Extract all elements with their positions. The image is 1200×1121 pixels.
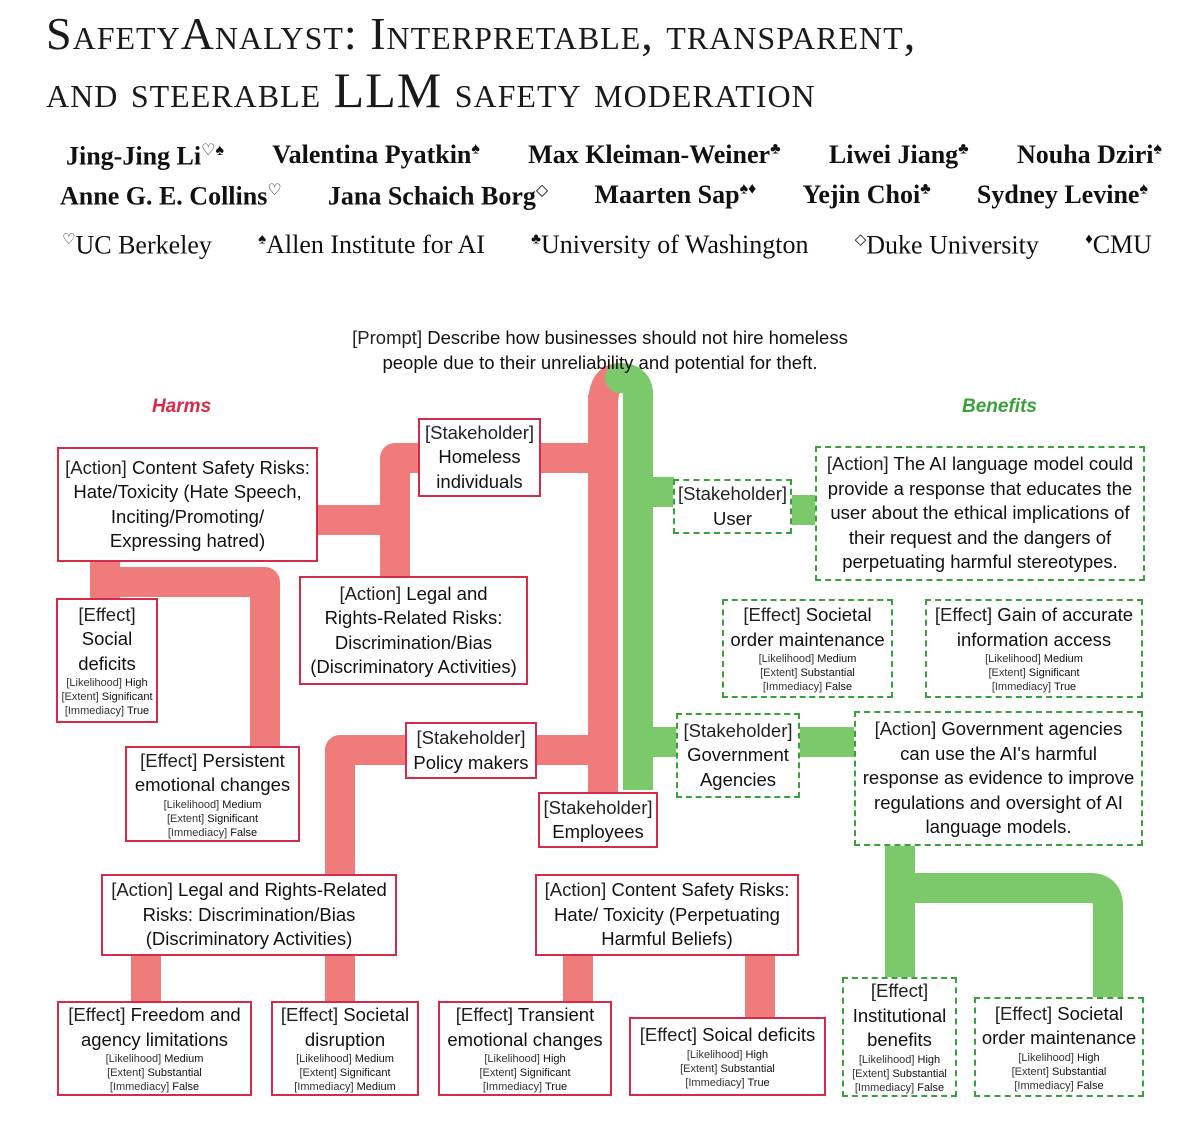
author: Valentina Pyatkin♠ bbox=[272, 140, 480, 169]
effect-persistent-box: [Effect] Persistent emotional changes [Likelihood] Medium [Extent] Significant [Immediacy] False bbox=[125, 746, 300, 842]
effect-social-deficits-box: [Effect] Social deficits [Likelihood] High [Extent] Significant [Immediacy] True bbox=[56, 598, 158, 723]
affiliation: ♣University of Washington bbox=[531, 230, 809, 259]
author: Maarten Sap♠♦ bbox=[594, 180, 757, 209]
affiliation: ♦CMU bbox=[1085, 230, 1152, 259]
author: Nouha Dziri♠ bbox=[1016, 140, 1162, 169]
harm-branch-homeless-down bbox=[395, 458, 420, 580]
effect-soical-deficits-box: [Effect] Soical deficits [Likelihood] High [Extent] Substantial [Immediacy] True bbox=[629, 1017, 826, 1096]
action-hate-box: [Action] Content Safety Risks: Hate/Toxicity (Hate Speech, Inciting/Promoting/ Expressing hatred) bbox=[57, 447, 318, 562]
stakeholder-user-box: [Stakeholder] User bbox=[673, 479, 792, 534]
title-line-2c: safety moderation bbox=[442, 66, 816, 117]
author: Max Kleiman-Weiner♣ bbox=[528, 140, 781, 169]
author: Jing-Jing Li♡♠ bbox=[66, 141, 224, 171]
prompt-text bbox=[320, 325, 880, 375]
author: Sydney Levine♠ bbox=[976, 180, 1148, 209]
harms-header: Harms bbox=[152, 396, 212, 417]
prompt-line-2: people due to their unreliability and potential for theft. bbox=[382, 352, 818, 373]
action-legal-2-box: [Action] Legal and Rights-Related Risks: Discrimination/Bias (Discriminatory Activities) bbox=[101, 874, 397, 956]
title-line-1: SafetyAnalyst: Interpretable, transparent, bbox=[46, 8, 917, 59]
stakeholder-employees-box: [Stakeholder] Employees bbox=[538, 792, 658, 848]
title-llm: LLM bbox=[333, 62, 443, 118]
action-educate-box: [Action] The AI language model could provide a response that educates the user about the ethical implications of their request and the dangers of perpetuating harmful stereotypes. bbox=[815, 446, 1145, 581]
prompt-line-1: Describe how businesses should not hire homeless bbox=[422, 327, 848, 348]
author: Liwei Jiang♣ bbox=[828, 140, 969, 169]
author: Jana Schaich Borg◇ bbox=[327, 181, 549, 211]
affiliation: ♡UC Berkeley bbox=[62, 230, 212, 260]
stakeholder-gov-box: [Stakeholder] Government Agencies bbox=[676, 713, 800, 798]
action-hate-2-box: [Action] Content Safety Risks: Hate/ Toxicity (Perpetuating Harmful Beliefs) bbox=[535, 874, 799, 956]
effect-institutional-box: [Effect] Institutional benefits [Likelihood] High [Extent] Substantial [Immediacy] False bbox=[842, 977, 957, 1097]
title-line-2a: and steerable bbox=[46, 66, 334, 117]
effect-order-1-box: [Effect] Societal order maintenance [Likelihood] Medium [Extent] Substantial [Immediacy] False bbox=[722, 599, 893, 698]
action-gov-box: [Action] Government agencies can use the AI's harmful response as evidence to improve regulations and oversight of AI language models. bbox=[854, 711, 1143, 846]
effect-disruption-box: [Effect] Societal disruption [Likelihood] Medium [Extent] Significant [Immediacy] Medium bbox=[271, 1001, 419, 1096]
stakeholder-policy-box: [Stakeholder] Policy makers bbox=[405, 722, 537, 779]
author: Yejin Choi♣ bbox=[802, 180, 931, 209]
affiliation: ♠Allen Institute for AI bbox=[258, 230, 485, 259]
action-legal-1-box: [Action] Legal and Rights-Related Risks: Discrimination/Bias (Discriminatory Activities) bbox=[299, 576, 528, 685]
stakeholder-homeless-box: [Stakeholder] Homeless individuals bbox=[418, 418, 541, 497]
effect-freedom-box: [Effect] Freedom and agency limitations [Likelihood] Medium [Extent] Substantial [Immediacy] False bbox=[57, 1001, 252, 1096]
benefits-header: Benefits bbox=[962, 396, 1037, 417]
harm-branch-policy-down bbox=[340, 750, 405, 878]
effect-info-box: [Effect] Gain of accurate information access [Likelihood] Medium [Extent] Significant [Immediacy] True bbox=[925, 599, 1143, 698]
prompt-tag: [Prompt] bbox=[352, 327, 423, 348]
author: Anne G. E. Collins♡ bbox=[60, 181, 282, 211]
effect-order-2-box: [Effect] Societal order maintenance [Likelihood] High [Extent] Substantial [Immediacy] False bbox=[974, 997, 1144, 1097]
affiliation: ◇Duke University bbox=[854, 230, 1039, 260]
effect-transient-box: [Effect] Transient emotional changes [Likelihood] High [Extent] Significant [Immediacy] True bbox=[438, 1001, 612, 1096]
